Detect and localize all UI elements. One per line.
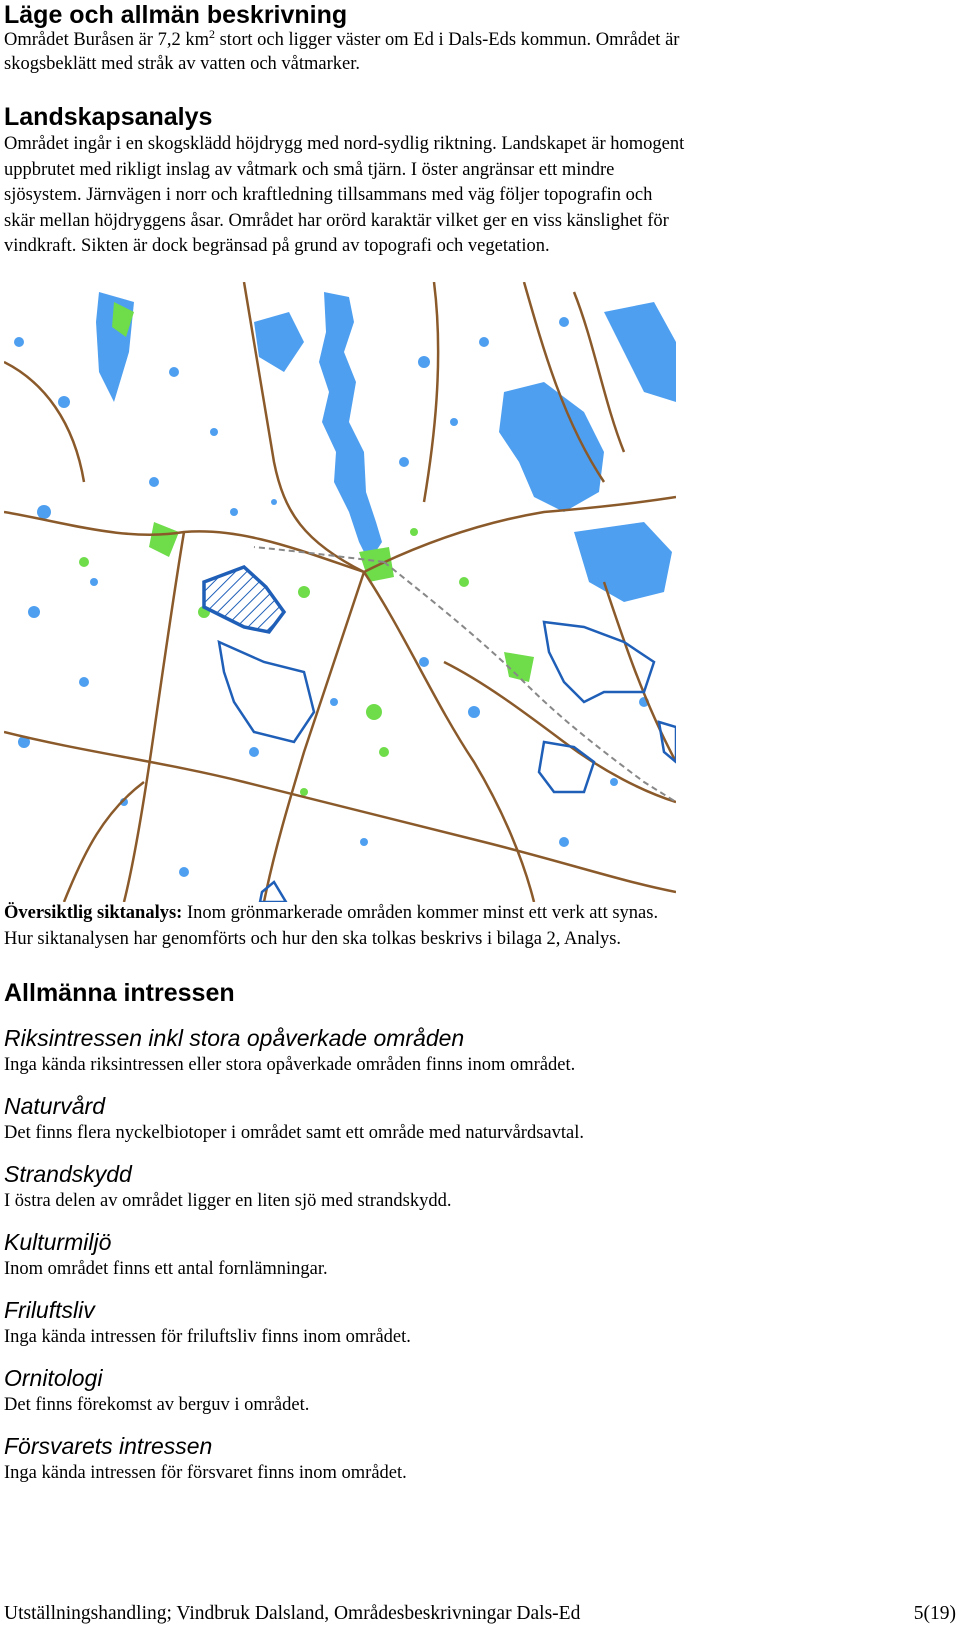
- lage-text-b: stort och ligger väster om Ed i Dals-Eds kommun. Området är: [214, 30, 680, 50]
- footer-page-number: 5(19): [913, 1603, 956, 1624]
- heading-ornitologi: Ornitologi: [4, 1365, 103, 1391]
- text-riksintressen: Inga kända riksintressen eller stora opåverkade områden finns inom området.: [4, 1055, 576, 1075]
- landskap-line-1: Området ingår i en skogsklädd höjdrygg med nord-sydlig riktning. Landskapet är homogent: [4, 134, 685, 154]
- map-caption-line1: [4, 901, 658, 926]
- text-naturvard: Det finns flera nyckelbiotoper i området samt ett område med naturvårdsavtal.: [4, 1123, 584, 1143]
- section-title-lage: Läge och allmän beskrivning: [4, 1, 348, 29]
- text-kulturmiljo: Inom området finns ett antal fornlämningar.: [4, 1259, 328, 1279]
- lage-paragraph-line2: skogsbeklätt med stråk av vatten och våtmarker.: [4, 54, 361, 74]
- page-footer: [4, 1603, 956, 1625]
- lage-superscript: 2: [208, 26, 215, 41]
- map-caption-line2: Hur siktanalysen har genomförts och hur den ska tolkas beskrivs i bilaga 2, Analys.: [4, 929, 622, 949]
- landskap-line-3: sjösystem. Järnvägen i norr och kraftledning tillsammans med väg följer topografin och: [4, 185, 653, 205]
- heading-forsvarets: Försvarets intressen: [4, 1433, 213, 1459]
- heading-riksintressen: Riksintressen inkl stora opåverkade områden: [4, 1025, 465, 1051]
- section-title-allmanna: Allmänna intressen: [4, 979, 235, 1007]
- lage-text-a: Området Buråsen är 7,2 km: [4, 30, 209, 50]
- landskap-line-2: uppbrutet med rikligt inslag av våtmark och små tjärn. I öster angränsar ett mindre: [4, 160, 615, 180]
- heading-strandskydd: Strandskydd: [4, 1161, 132, 1187]
- text-forsvarets: Inga kända intressen för försvaret finns inom området.: [4, 1463, 407, 1483]
- heading-naturvard: Naturvård: [4, 1093, 105, 1119]
- text-friluftsliv: Inga kända intressen för friluftsliv finns inom området.: [4, 1327, 411, 1347]
- heading-kulturmiljo: Kulturmiljö: [4, 1229, 112, 1255]
- landskap-line-5: vindkraft. Sikten är dock begränsad på grund av topografi och vegetation.: [4, 236, 550, 256]
- map-caption-bold: Översiktlig siktanalys:: [4, 903, 183, 923]
- map-caption-rest: Inom grönmarkerade områden kommer minst ett verk att synas.: [182, 903, 659, 923]
- heading-friluftsliv: Friluftsliv: [4, 1297, 95, 1323]
- footer-document-title: Utställningshandling; Vindbruk Dalsland, Områdesbeskrivningar Dals-Ed: [4, 1603, 581, 1624]
- siktanalys-map: [4, 282, 676, 902]
- lage-paragraph-line1: [4, 28, 679, 53]
- landskap-line-4: skär mellan höjdryggens åsar. Området har orörd karaktär vilket ger en viss känslighet för: [4, 211, 669, 231]
- section-title-landskap: Landskapsanalys: [4, 103, 213, 131]
- text-ornitologi: Det finns förekomst av berguv i området.: [4, 1395, 310, 1415]
- text-strandskydd: I östra delen av området ligger en liten sjö med strandskydd.: [4, 1191, 452, 1211]
